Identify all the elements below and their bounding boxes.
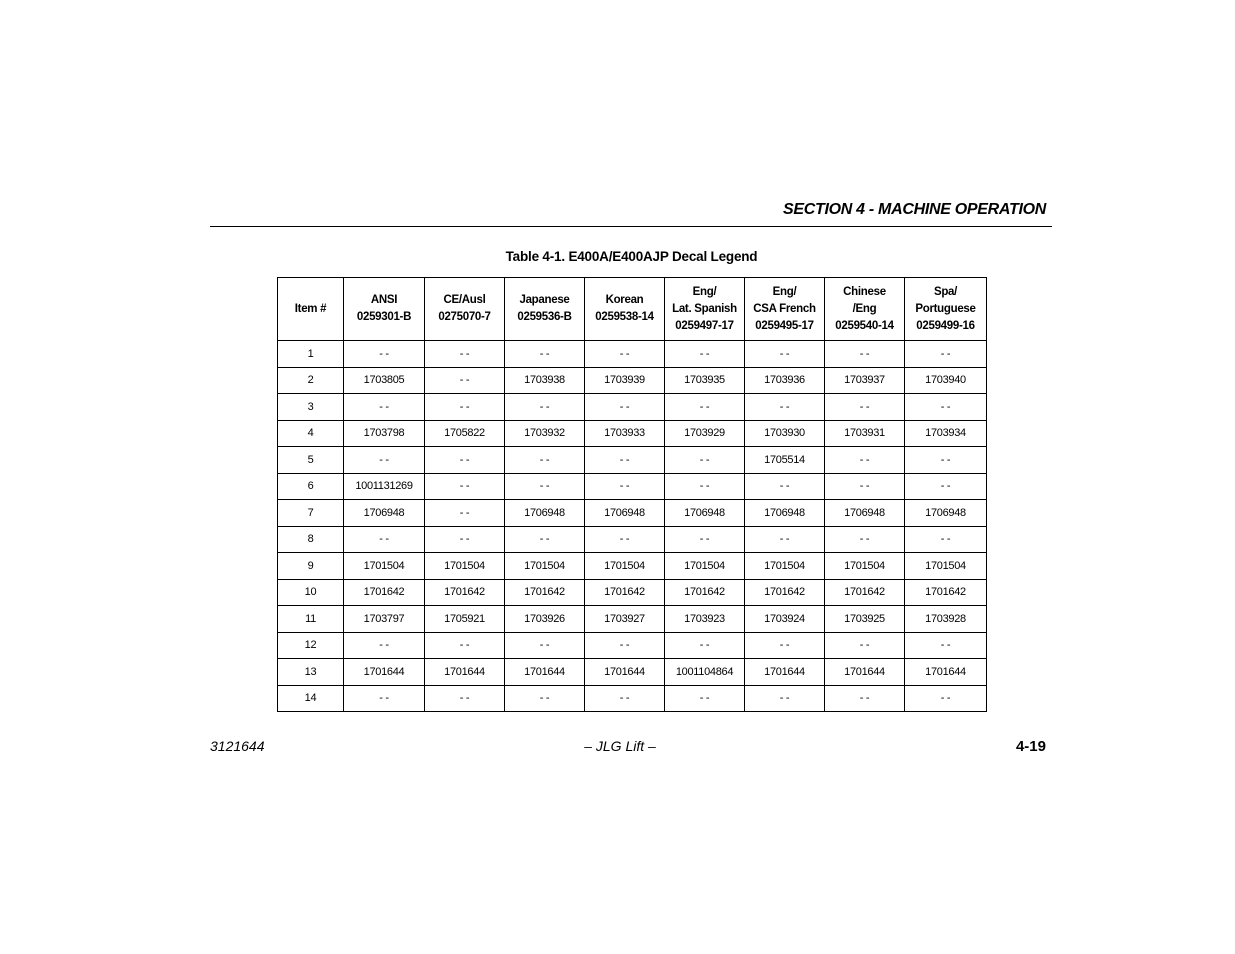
decal-part-cell: 1703925 [825, 606, 905, 633]
decal-part-cell: - - [665, 473, 745, 500]
column-header [278, 278, 344, 341]
item-number-cell: 10 [278, 579, 344, 606]
column-header-line: Chinese [843, 285, 886, 298]
column-header-line: 0259497-17 [675, 319, 734, 332]
column-header-line: Lat. Spanish [672, 302, 737, 315]
decal-part-cell: - - [425, 632, 505, 659]
decal-part-cell: - - [825, 473, 905, 500]
decal-part-cell: - - [665, 632, 745, 659]
decal-part-cell: 1701642 [505, 579, 585, 606]
decal-part-cell: - - [425, 500, 505, 527]
decal-part-cell: - - [505, 473, 585, 500]
decal-part-cell: 1701644 [745, 659, 825, 686]
item-number-cell: 13 [278, 659, 344, 686]
column-header-line: Eng/ [692, 285, 717, 298]
decal-part-cell: - - [665, 685, 745, 712]
decal-part-cell: 1701644 [344, 659, 425, 686]
item-number-cell: 14 [278, 685, 344, 712]
decal-part-cell: 1703926 [505, 606, 585, 633]
column-header [505, 278, 585, 341]
decal-part-cell: - - [344, 447, 425, 474]
decal-part-cell: 1001104864 [665, 659, 745, 686]
decal-part-cell: 1703934 [905, 420, 987, 447]
item-number-cell: 8 [278, 526, 344, 553]
decal-part-cell: 1706948 [905, 500, 987, 527]
decal-part-cell: 1703924 [745, 606, 825, 633]
decal-part-cell: 1703938 [505, 367, 585, 394]
decal-part-cell: - - [745, 394, 825, 421]
decal-part-cell: - - [505, 632, 585, 659]
table-row [278, 394, 987, 421]
table-row [278, 341, 987, 368]
decal-part-cell: - - [585, 685, 665, 712]
decal-part-cell: 1001131269 [344, 473, 425, 500]
decal-part-cell: 1703939 [585, 367, 665, 394]
decal-part-cell: - - [344, 341, 425, 368]
column-header-line: Eng/ [772, 285, 797, 298]
section-title: SECTION 4 - MACHINE OPERATION [782, 201, 1046, 218]
table-row [278, 632, 987, 659]
item-number-cell: 2 [278, 367, 344, 394]
decal-part-cell: 1706948 [665, 500, 745, 527]
decal-part-cell: 1703797 [344, 606, 425, 633]
decal-part-cell: - - [825, 341, 905, 368]
column-header-line: ANSI [370, 294, 398, 306]
table-row [278, 553, 987, 580]
table-title: Table 4-1. E400A/E400AJP Decal Legend [505, 249, 758, 264]
column-header-line: 0275070-7 [438, 311, 491, 323]
decal-part-cell: 1701642 [665, 579, 745, 606]
column-header-line: Spa/ [933, 285, 958, 298]
decal-part-cell: - - [665, 394, 745, 421]
item-number-cell: 4 [278, 420, 344, 447]
item-number-cell: 7 [278, 500, 344, 527]
decal-part-cell: 1703927 [585, 606, 665, 633]
table-row [278, 526, 987, 553]
table-header-row [278, 278, 987, 341]
column-header-line: /Eng [852, 302, 877, 315]
column-header [825, 278, 905, 341]
decal-part-cell: 1705921 [425, 606, 505, 633]
item-number-cell: 6 [278, 473, 344, 500]
column-header-line: 0259301-B [356, 311, 412, 323]
column-header [665, 278, 745, 341]
document-number: 3121644 [210, 738, 265, 754]
decal-part-cell: - - [505, 341, 585, 368]
decal-part-cell: - - [585, 341, 665, 368]
column-header [585, 278, 665, 341]
table-row [278, 500, 987, 527]
column-header [745, 278, 825, 341]
decal-part-cell: - - [585, 473, 665, 500]
decal-part-cell: 1701504 [505, 553, 585, 580]
decal-part-cell: 1706948 [585, 500, 665, 527]
decal-part-cell: 1701644 [425, 659, 505, 686]
column-header [425, 278, 505, 341]
decal-part-cell: 1703937 [825, 367, 905, 394]
item-number-cell: 9 [278, 553, 344, 580]
table-row [278, 606, 987, 633]
column-header-line: 0259495-17 [755, 319, 814, 332]
decal-part-cell: 1703928 [905, 606, 987, 633]
decal-part-cell: - - [425, 367, 505, 394]
decal-part-cell: 1701644 [905, 659, 987, 686]
decal-part-cell: - - [585, 526, 665, 553]
decal-part-cell: 1703936 [745, 367, 825, 394]
decal-part-cell: - - [505, 394, 585, 421]
item-number-cell: 12 [278, 632, 344, 659]
decal-part-cell: 1701504 [585, 553, 665, 580]
decal-part-cell: 1701504 [425, 553, 505, 580]
column-header-line: Korean [605, 294, 644, 306]
decal-part-cell: 1703805 [344, 367, 425, 394]
decal-part-cell: 1701504 [745, 553, 825, 580]
table-row [278, 420, 987, 447]
decal-part-cell: - - [665, 341, 745, 368]
decal-part-cell: - - [825, 632, 905, 659]
decal-part-cell: - - [425, 685, 505, 712]
decal-part-cell: 1701644 [585, 659, 665, 686]
decal-part-cell: - - [585, 447, 665, 474]
decal-part-cell: 1706948 [825, 500, 905, 527]
decal-part-cell: 1706948 [505, 500, 585, 527]
decal-part-cell: - - [825, 394, 905, 421]
table-row [278, 659, 987, 686]
decal-part-cell: - - [905, 526, 987, 553]
decal-part-cell: 1701504 [905, 553, 987, 580]
decal-part-cell: 1706948 [344, 500, 425, 527]
decal-legend-table [277, 277, 987, 712]
decal-part-cell: - - [344, 632, 425, 659]
decal-part-cell: 1701642 [585, 579, 665, 606]
column-header-line: Item # [294, 302, 327, 315]
decal-part-cell: - - [585, 632, 665, 659]
decal-part-cell: 1701642 [825, 579, 905, 606]
decal-part-cell: - - [505, 685, 585, 712]
table-row [278, 447, 987, 474]
decal-part-cell: - - [425, 526, 505, 553]
item-number-cell: 3 [278, 394, 344, 421]
decal-part-cell: 1703931 [825, 420, 905, 447]
decal-part-cell: - - [745, 526, 825, 553]
item-number-cell: 1 [278, 341, 344, 368]
decal-part-cell: 1701642 [425, 579, 505, 606]
decal-part-cell: - - [425, 341, 505, 368]
decal-part-cell: - - [425, 394, 505, 421]
column-header-line: 0259538-14 [595, 311, 654, 323]
table-row [278, 685, 987, 712]
decal-part-cell: - - [905, 632, 987, 659]
column-header-line: 0259536-B [517, 311, 572, 323]
table-row [278, 367, 987, 394]
decal-part-cell: 1703929 [665, 420, 745, 447]
decal-part-cell: - - [825, 447, 905, 474]
decal-part-cell: 1703930 [745, 420, 825, 447]
decal-part-cell: 1701504 [665, 553, 745, 580]
item-number-cell: 5 [278, 447, 344, 474]
page-number: 4-19 [1015, 738, 1046, 755]
table-body [278, 341, 987, 712]
decal-part-cell: 1705514 [745, 447, 825, 474]
decal-part-cell: 1703798 [344, 420, 425, 447]
decal-part-cell: - - [665, 526, 745, 553]
decal-part-cell: - - [745, 685, 825, 712]
decal-part-cell: - - [344, 685, 425, 712]
column-header-line: CSA French [753, 302, 816, 315]
decal-part-cell: - - [505, 526, 585, 553]
item-number-cell: 11 [278, 606, 344, 633]
decal-part-cell: - - [425, 473, 505, 500]
decal-part-cell: - - [905, 685, 987, 712]
decal-part-cell: - - [825, 685, 905, 712]
decal-part-cell: 1701642 [905, 579, 987, 606]
decal-part-cell: - - [344, 526, 425, 553]
decal-part-cell: - - [905, 341, 987, 368]
decal-part-cell: - - [665, 447, 745, 474]
header-divider [210, 226, 1052, 227]
decal-part-cell: 1705822 [425, 420, 505, 447]
decal-part-cell: 1706948 [745, 500, 825, 527]
column-header-line: 0259540-14 [835, 319, 894, 332]
decal-part-cell: - - [745, 632, 825, 659]
decal-part-cell: - - [905, 394, 987, 421]
decal-part-cell: - - [425, 447, 505, 474]
decal-part-cell: - - [344, 394, 425, 421]
decal-part-cell: 1703940 [905, 367, 987, 394]
decal-part-cell: - - [825, 526, 905, 553]
decal-part-cell: 1703923 [665, 606, 745, 633]
column-header-line: 0259499-16 [916, 319, 975, 332]
column-header-line: Portuguese [915, 302, 976, 315]
column-header [905, 278, 987, 341]
decal-part-cell: - - [745, 341, 825, 368]
decal-part-cell: - - [585, 394, 665, 421]
table-row [278, 579, 987, 606]
column-header-line: CE/Ausl [443, 294, 486, 306]
decal-part-cell: 1701644 [825, 659, 905, 686]
decal-part-cell: - - [905, 447, 987, 474]
decal-part-cell: 1701504 [344, 553, 425, 580]
decal-part-cell: - - [745, 473, 825, 500]
table-row [278, 473, 987, 500]
decal-part-cell: - - [905, 473, 987, 500]
decal-part-cell: 1701642 [344, 579, 425, 606]
decal-part-cell: 1703933 [585, 420, 665, 447]
decal-part-cell: - - [505, 447, 585, 474]
column-header-line: Japanese [519, 294, 570, 306]
decal-part-cell: 1701642 [745, 579, 825, 606]
column-header [344, 278, 425, 341]
decal-part-cell: 1703932 [505, 420, 585, 447]
decal-part-cell: 1701504 [825, 553, 905, 580]
decal-part-cell: 1701644 [505, 659, 585, 686]
decal-part-cell: 1703935 [665, 367, 745, 394]
footer-brand: – JLG Lift – [584, 738, 656, 754]
